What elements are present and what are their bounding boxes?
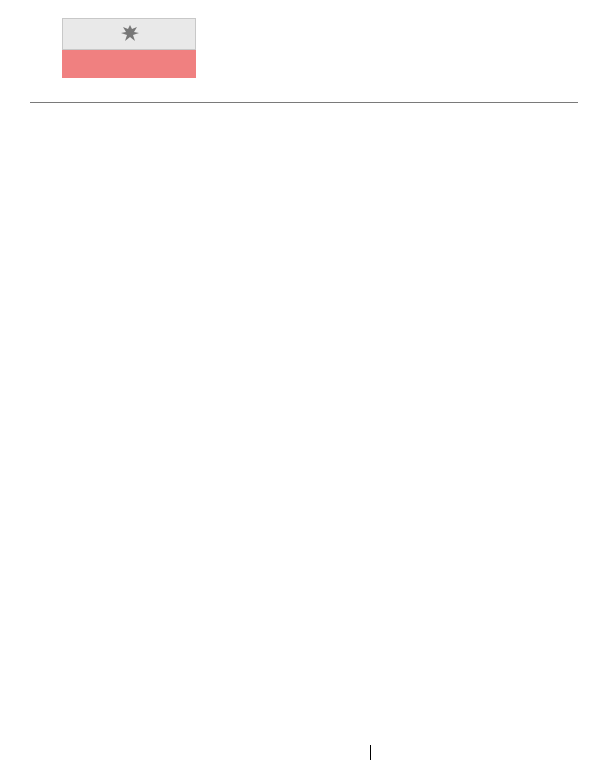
eagle-icon — [119, 23, 141, 45]
logo-top-band — [62, 18, 196, 50]
text-cursor — [370, 745, 371, 760]
header-divider — [30, 102, 578, 103]
club-logo — [62, 18, 196, 78]
signature-block — [369, 745, 371, 761]
logo-subtitle — [62, 50, 196, 78]
